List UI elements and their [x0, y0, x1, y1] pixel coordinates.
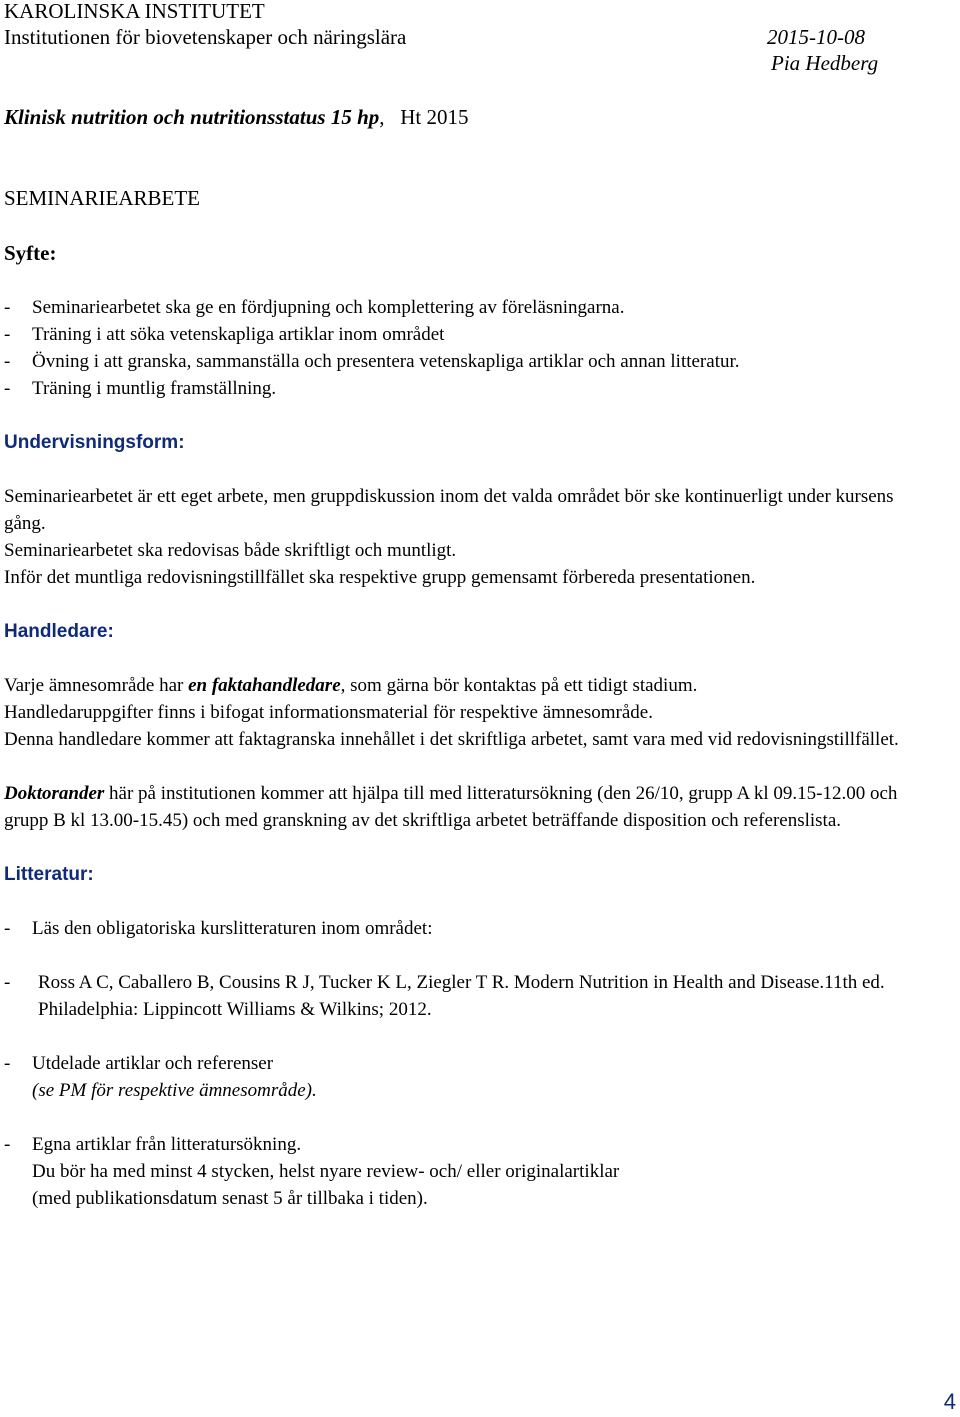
undervisning-paragraph-3: Inför det muntliga redovisningstillfället ska respektive grupp gemensamt förbereda presentationen.: [4, 567, 756, 588]
undervisning-paragraph-2: Seminariearbetet ska redovisas både skriftligt och muntligt.: [4, 540, 457, 561]
text-run: Varje ämnesområde har: [4, 675, 189, 696]
text-run: - Utdelade artiklar och referenser: [32, 1053, 274, 1074]
handledare-paragraph-2: Handledaruppgifter finns i bifogat informationsmaterial för respektive ämnesområde.: [4, 702, 653, 723]
list-item: - Träning i muntlig framställning.: [4, 375, 904, 402]
list-item: - Övning i att granska, sammanställa och presentera vetenskapliga artiklar och annan litteratur.: [4, 348, 904, 375]
emphasis-text: en faktahandledare: [188, 675, 341, 696]
text-run: (med publikationsdatum senast 5 år tillbaka i tiden).: [32, 1188, 428, 1209]
emphasis-text: Doktorander: [4, 783, 105, 804]
handledare-paragraph-4: [4, 780, 904, 834]
undervisning-paragraph-1: Seminariearbetet är ett eget arbete, men gruppdiskussion inom det valda området bör ske kontinuerligt under kursens gång.: [4, 486, 894, 534]
text-run: - Egna artiklar från litteratursökning.: [32, 1134, 302, 1155]
syfte-heading: Syfte:: [4, 241, 57, 265]
course-line: [4, 104, 469, 130]
list-item: - Ross A C, Caballero B, Cousins R J, Tucker K L, Ziegler T R. Modern Nutrition in Health and Disease.11th ed. Philadelphia: Lippincott Williams & Wilkins; 2012.: [4, 969, 904, 1023]
document-date: 2015-10-08: [767, 25, 865, 49]
text-run: här på institutionen kommer att hjälpa till med litteratursökning (den 26/10, grupp A kl 09.15-12.00 och grupp B kl 13.00-15.45) och med granskning av det skriftliga arbetet beträffande disposition och referenslista.: [4, 783, 898, 831]
list-item: [4, 1050, 904, 1104]
course-term: Ht 2015: [400, 105, 469, 129]
course-name: Klinisk nutrition och nutritionsstatus 15 hp: [4, 105, 380, 129]
list-item: [4, 1131, 904, 1212]
course-separator: ,: [379, 105, 385, 129]
document-page: [4, 0, 904, 1209]
page-number: 4: [943, 1389, 956, 1414]
list-item: - Läs den obligatoriska kurslitteraturen inom området:: [4, 915, 904, 942]
handledare-paragraph-1: [4, 672, 904, 699]
department-name: Institutionen för biovetenskaper och näringslära: [4, 25, 407, 49]
text-run: (se PM för respektive ämnesområde).: [32, 1080, 317, 1101]
document-body: [4, 240, 904, 1212]
syfte-list: [4, 294, 904, 402]
text-run: Du bör ha med minst 4 stycken, helst nyare review- och/ eller originalartiklar: [32, 1161, 620, 1182]
institution-name: KAROLINSKA INSTITUTET: [4, 0, 265, 23]
litteratur-heading: Litteratur:: [4, 864, 94, 885]
list-item: - Seminariearbetet ska ge en fördjupning och komplettering av föreläsningarna.: [4, 294, 904, 321]
undervisning-heading: Undervisningsform:: [4, 432, 185, 453]
handledare-paragraph-3: Denna handledare kommer att faktagranska innehållet i det skriftliga arbetet, samt vara med vid redovisningstillfället.: [4, 729, 899, 750]
document-header: [4, 0, 904, 82]
page-title: SEMINARIEARBETE: [4, 186, 200, 210]
document-author: Pia Hedberg: [771, 51, 879, 75]
text-run: , som gärna bör kontaktas på ett tidigt stadium.: [340, 675, 698, 696]
list-item: - Träning i att söka vetenskapliga artiklar inom området: [4, 321, 904, 348]
handledare-heading: Handledare:: [4, 621, 114, 642]
